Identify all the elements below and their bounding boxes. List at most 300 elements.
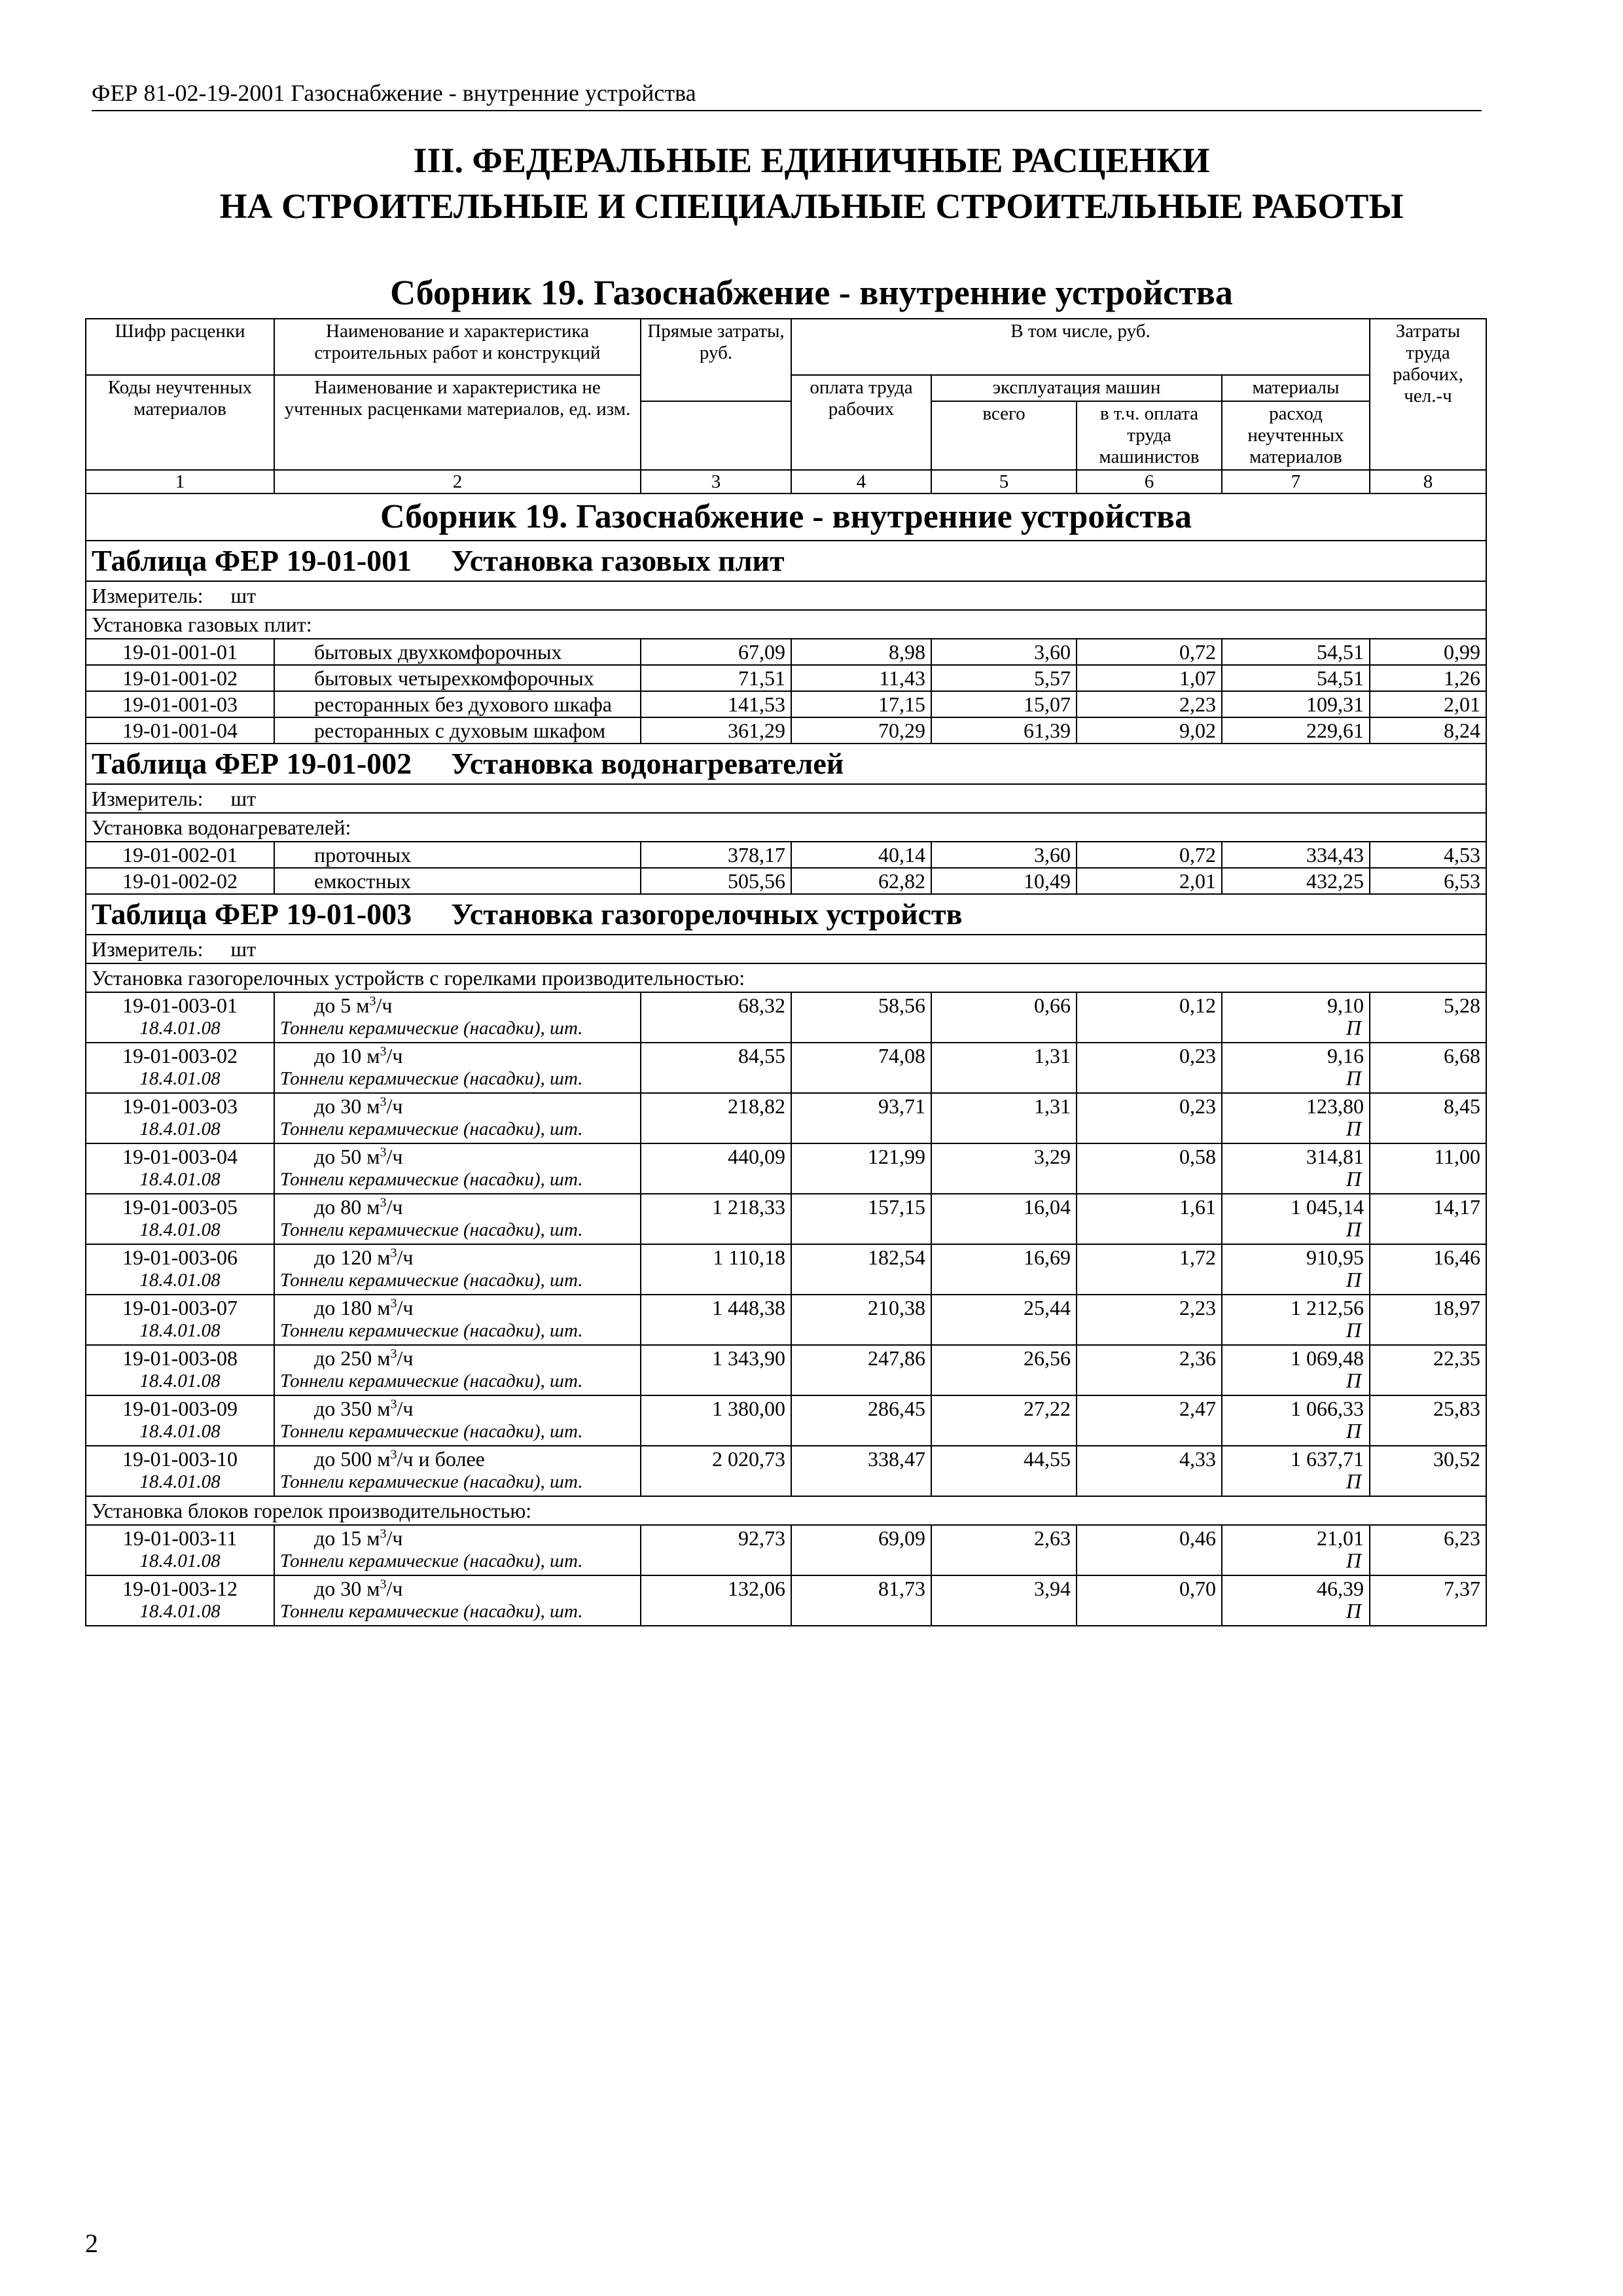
table-row bbox=[86, 665, 1486, 691]
p-mark: П bbox=[1346, 1318, 1361, 1342]
machines-value: 3,60 bbox=[1034, 640, 1071, 664]
rate-name-cell bbox=[274, 665, 641, 691]
rates-table bbox=[85, 318, 1487, 1626]
table-row bbox=[86, 1345, 1486, 1395]
material-name: Тоннели керамические (насадки), шт. bbox=[280, 1601, 583, 1622]
table-row bbox=[86, 1194, 1486, 1244]
value-machines bbox=[931, 1575, 1077, 1626]
rate-code-cell bbox=[86, 1043, 274, 1093]
labor-value: 7,37 bbox=[1444, 1577, 1480, 1600]
group-row bbox=[86, 1496, 1486, 1525]
material-code: 18.4.01.08 bbox=[139, 1421, 221, 1442]
rate-name-cell bbox=[274, 717, 641, 744]
direct-value: 1 343,90 bbox=[712, 1346, 785, 1370]
rate-code: 19-01-001-03 bbox=[122, 692, 238, 716]
main-title bbox=[0, 137, 1623, 229]
table-code: Таблица ФЕР 19-01-001 bbox=[92, 544, 412, 577]
unit-superscript: 3 bbox=[390, 1447, 397, 1462]
rate-name-text: до 120 м bbox=[314, 1246, 391, 1269]
group-row bbox=[86, 813, 1486, 842]
labor-value: 30,52 bbox=[1433, 1447, 1480, 1471]
rate-code-cell bbox=[86, 1575, 274, 1626]
material-name: Тоннели керамические (насадки), шт. bbox=[280, 1018, 583, 1039]
value-machines bbox=[931, 665, 1077, 691]
value-labor bbox=[1370, 868, 1486, 894]
wages-value: 40,14 bbox=[878, 843, 925, 867]
value-wages bbox=[791, 639, 931, 665]
value-direct bbox=[641, 1525, 791, 1575]
value-labor bbox=[1370, 717, 1486, 744]
unit-superscript: 3 bbox=[380, 1145, 387, 1160]
value-materials bbox=[1222, 1446, 1370, 1496]
rate-code-cell bbox=[86, 1345, 274, 1395]
machinists-value: 0,58 bbox=[1179, 1145, 1216, 1168]
rate-name bbox=[314, 1246, 635, 1268]
value-wages bbox=[791, 868, 931, 894]
rate-name-cell bbox=[274, 1194, 641, 1244]
value-wages bbox=[791, 1446, 931, 1496]
value-machinists bbox=[1077, 1295, 1222, 1345]
machines-value: 3,94 bbox=[1034, 1577, 1071, 1600]
labor-value: 22,35 bbox=[1433, 1346, 1480, 1370]
material-code: 18.4.01.08 bbox=[139, 1219, 221, 1240]
rate-name bbox=[314, 844, 635, 866]
rate-name-text: бытовых четырехкомфорочных bbox=[314, 666, 594, 690]
rate-code: 19-01-002-01 bbox=[122, 843, 238, 867]
p-mark: П bbox=[1346, 1369, 1361, 1392]
header-direct-costs-cont bbox=[641, 401, 791, 470]
labor-value: 11,00 bbox=[1434, 1145, 1480, 1168]
value-machinists bbox=[1077, 992, 1222, 1043]
direct-value: 71,51 bbox=[738, 666, 785, 690]
machines-value: 27,22 bbox=[1024, 1397, 1071, 1420]
direct-value: 2 020,73 bbox=[712, 1447, 785, 1471]
unit-superscript: 3 bbox=[390, 1346, 397, 1361]
p-mark: П bbox=[1346, 1419, 1361, 1443]
unit-superscript: 3 bbox=[380, 1577, 387, 1592]
rate-code-cell bbox=[86, 691, 274, 717]
rate-name bbox=[314, 1145, 635, 1168]
rate-name bbox=[314, 1397, 635, 1420]
wages-value: 11,43 bbox=[879, 666, 925, 690]
measure-label: Измеритель: bbox=[92, 937, 204, 961]
machinists-value: 0,23 bbox=[1179, 1044, 1216, 1067]
material-name: Тоннели керамические (насадки), шт. bbox=[280, 1551, 583, 1571]
rate-name-text: до 5 м bbox=[314, 994, 370, 1017]
rate-name bbox=[314, 1095, 635, 1117]
unit-superscript: 3 bbox=[380, 1195, 387, 1210]
rate-code: 19-01-001-02 bbox=[122, 666, 238, 690]
column-number: 1 bbox=[86, 470, 274, 493]
wages-value: 182,54 bbox=[868, 1246, 925, 1269]
value-wages bbox=[791, 691, 931, 717]
table-row bbox=[86, 868, 1486, 894]
rate-name-cell bbox=[274, 1043, 641, 1093]
value-wages bbox=[791, 1194, 931, 1244]
rate-name bbox=[314, 719, 635, 742]
value-direct bbox=[641, 639, 791, 665]
header-work-name: Наименование и характеристика строительных работ и конструкций bbox=[274, 319, 641, 375]
value-wages bbox=[791, 1525, 931, 1575]
value-machinists bbox=[1077, 1395, 1222, 1446]
table-title: Установка газовых плит bbox=[451, 544, 785, 577]
unit-superscript: 3 bbox=[390, 1397, 397, 1412]
p-mark: П bbox=[1346, 1167, 1361, 1191]
table-row bbox=[86, 1043, 1486, 1093]
wages-value: 74,08 bbox=[878, 1044, 925, 1067]
rate-name-cell bbox=[274, 691, 641, 717]
unit-superscript: 3 bbox=[380, 1044, 387, 1059]
value-machinists bbox=[1077, 691, 1222, 717]
materials-value: 314,81 bbox=[1306, 1145, 1364, 1168]
wages-value: 81,73 bbox=[878, 1577, 925, 1600]
direct-value: 84,55 bbox=[738, 1044, 785, 1067]
rate-name-suffix: /ч bbox=[397, 1346, 414, 1370]
machinists-value: 1,72 bbox=[1179, 1246, 1216, 1269]
value-direct bbox=[641, 691, 791, 717]
value-machines bbox=[931, 868, 1077, 894]
rate-name bbox=[314, 1527, 635, 1549]
measure-unit: шт bbox=[230, 787, 257, 810]
value-machinists bbox=[1077, 1194, 1222, 1244]
labor-value: 14,17 bbox=[1433, 1195, 1480, 1219]
rate-code: 19-01-003-11 bbox=[122, 1526, 238, 1550]
materials-value: 9,10 bbox=[1327, 994, 1364, 1017]
direct-value: 141,53 bbox=[728, 692, 785, 716]
table-code: Таблица ФЕР 19-01-003 bbox=[92, 897, 412, 931]
direct-value: 378,17 bbox=[728, 843, 785, 867]
wages-value: 70,29 bbox=[878, 719, 925, 742]
rate-code-cell bbox=[86, 842, 274, 868]
labor-value: 0,99 bbox=[1444, 640, 1480, 664]
rate-code-cell bbox=[86, 992, 274, 1043]
machines-value: 16,69 bbox=[1024, 1246, 1071, 1269]
rate-code: 19-01-003-06 bbox=[122, 1246, 238, 1269]
machines-value: 44,55 bbox=[1024, 1447, 1071, 1471]
materials-value: 46,39 bbox=[1317, 1577, 1364, 1600]
p-mark: П bbox=[1346, 1016, 1361, 1039]
machines-value: 0,66 bbox=[1034, 994, 1071, 1017]
rate-name bbox=[314, 1577, 635, 1600]
machines-value: 16,04 bbox=[1024, 1195, 1071, 1219]
rate-name-text: до 10 м bbox=[314, 1044, 380, 1067]
rate-code: 19-01-003-09 bbox=[122, 1397, 238, 1420]
wages-value: 121,99 bbox=[868, 1145, 925, 1168]
value-labor bbox=[1370, 1244, 1486, 1295]
rate-name bbox=[314, 1297, 635, 1319]
value-machinists bbox=[1077, 1093, 1222, 1143]
value-labor bbox=[1370, 1345, 1486, 1395]
material-code: 18.4.01.08 bbox=[139, 1601, 221, 1622]
labor-value: 6,68 bbox=[1444, 1044, 1480, 1067]
value-direct bbox=[641, 1093, 791, 1143]
wages-value: 17,15 bbox=[878, 692, 925, 716]
material-name: Тоннели керамические (насадки), шт. bbox=[280, 1119, 583, 1139]
direct-value: 505,56 bbox=[728, 869, 785, 893]
wages-value: 247,86 bbox=[868, 1346, 925, 1370]
rate-name-text: до 30 м bbox=[314, 1577, 380, 1600]
measure-row bbox=[86, 935, 1486, 963]
material-code: 18.4.01.08 bbox=[139, 1371, 221, 1391]
labor-value: 6,53 bbox=[1444, 869, 1480, 893]
rate-code-cell bbox=[86, 1093, 274, 1143]
column-number: 7 bbox=[1222, 470, 1370, 493]
machinists-value: 2,23 bbox=[1179, 1296, 1216, 1319]
value-labor bbox=[1370, 1395, 1486, 1446]
header-machines: эксплуатация машин bbox=[931, 375, 1222, 401]
value-machinists bbox=[1077, 1143, 1222, 1194]
rate-name-text: до 350 м bbox=[314, 1397, 391, 1420]
value-materials bbox=[1222, 1345, 1370, 1395]
value-direct bbox=[641, 992, 791, 1043]
header-material-codes: Коды неучтенных материалов bbox=[86, 375, 274, 470]
materials-value: 432,25 bbox=[1306, 869, 1364, 893]
value-materials bbox=[1222, 1244, 1370, 1295]
value-materials bbox=[1222, 1194, 1370, 1244]
rate-name-suffix: /ч bbox=[397, 1246, 414, 1269]
table-row bbox=[86, 1295, 1486, 1345]
value-machines bbox=[931, 1525, 1077, 1575]
direct-value: 218,82 bbox=[728, 1094, 785, 1118]
machinists-value: 0,46 bbox=[1179, 1526, 1216, 1550]
p-mark: П bbox=[1346, 1066, 1361, 1090]
machinists-value: 2,23 bbox=[1179, 692, 1216, 716]
header-material-name: Наименование и характеристика не учтенных расценками материалов, ед. изм. bbox=[274, 375, 641, 470]
rate-name-suffix: /ч bbox=[386, 1577, 403, 1600]
value-wages bbox=[791, 992, 931, 1043]
running-head: ФЕР 81-02-19-2001 Газоснабжение - внутренние устройства bbox=[92, 77, 1482, 111]
main-title-line-1: III. ФЕДЕРАЛЬНЫЕ ЕДИНИЧНЫЕ РАСЦЕНКИ bbox=[413, 141, 1210, 180]
rate-code-cell bbox=[86, 665, 274, 691]
machines-value: 1,31 bbox=[1034, 1044, 1071, 1067]
wages-value: 338,47 bbox=[868, 1447, 925, 1471]
direct-value: 92,73 bbox=[738, 1526, 785, 1550]
column-number: 2 bbox=[274, 470, 641, 493]
measure-cell bbox=[86, 935, 1486, 963]
header-row-1 bbox=[86, 319, 1486, 375]
machinists-value: 0,12 bbox=[1179, 994, 1216, 1017]
rate-name-text: емкостных bbox=[314, 869, 411, 893]
value-machines bbox=[931, 1345, 1077, 1395]
rate-name-text: бытовых двухкомфорочных bbox=[314, 640, 562, 664]
rate-code: 19-01-003-02 bbox=[122, 1044, 238, 1067]
table-row bbox=[86, 992, 1486, 1043]
section-title-row bbox=[86, 493, 1486, 541]
materials-value: 1 637,71 bbox=[1291, 1447, 1364, 1471]
value-materials bbox=[1222, 1575, 1370, 1626]
value-machinists bbox=[1077, 1525, 1222, 1575]
header-machines-total: всего bbox=[931, 401, 1077, 470]
rate-name bbox=[314, 1347, 635, 1369]
value-labor bbox=[1370, 665, 1486, 691]
material-code: 18.4.01.08 bbox=[139, 1320, 221, 1341]
value-materials bbox=[1222, 1295, 1370, 1345]
value-machinists bbox=[1077, 717, 1222, 744]
materials-value: 54,51 bbox=[1317, 666, 1364, 690]
column-number: 8 bbox=[1370, 470, 1486, 493]
unit-superscript: 3 bbox=[369, 994, 376, 1009]
rate-name bbox=[314, 1045, 635, 1067]
value-labor bbox=[1370, 842, 1486, 868]
table-title-cell bbox=[86, 744, 1486, 784]
labor-value: 8,45 bbox=[1444, 1094, 1480, 1118]
value-direct bbox=[641, 1395, 791, 1446]
page-number: 2 bbox=[85, 2229, 98, 2258]
value-labor bbox=[1370, 639, 1486, 665]
material-code: 18.4.01.08 bbox=[139, 1119, 221, 1139]
machinists-value: 2,47 bbox=[1179, 1397, 1216, 1420]
table-row bbox=[86, 1093, 1486, 1143]
wages-value: 286,45 bbox=[868, 1397, 925, 1420]
table-row bbox=[86, 1446, 1486, 1496]
rate-name bbox=[314, 641, 635, 663]
rate-name-cell bbox=[274, 1575, 641, 1626]
labor-value: 18,97 bbox=[1433, 1296, 1480, 1319]
materials-value: 1 045,14 bbox=[1291, 1195, 1364, 1219]
rate-name-suffix: /ч bbox=[376, 994, 393, 1017]
materials-value: 910,95 bbox=[1306, 1246, 1364, 1269]
direct-value: 1 110,18 bbox=[713, 1246, 785, 1269]
wages-value: 69,09 bbox=[878, 1526, 925, 1550]
value-machinists bbox=[1077, 1575, 1222, 1626]
table-row bbox=[86, 639, 1486, 665]
value-wages bbox=[791, 842, 931, 868]
collection-title: Сборник 19. Газоснабжение - внутренние устройства bbox=[390, 273, 1233, 312]
rate-name-suffix: /ч bbox=[397, 1296, 414, 1319]
table-title: Установка водонагревателей bbox=[451, 747, 844, 780]
labor-value: 4,53 bbox=[1444, 843, 1480, 867]
rates-table-body bbox=[86, 319, 1486, 1626]
p-mark: П bbox=[1346, 1469, 1361, 1493]
rate-name-suffix: /ч bbox=[386, 1526, 403, 1550]
direct-value: 1 380,00 bbox=[712, 1397, 785, 1420]
value-labor bbox=[1370, 1525, 1486, 1575]
value-machines bbox=[931, 1194, 1077, 1244]
rate-name-cell bbox=[274, 1395, 641, 1446]
direct-value: 361,29 bbox=[728, 719, 785, 742]
value-machines bbox=[931, 1093, 1077, 1143]
table-row bbox=[86, 1575, 1486, 1626]
labor-value: 16,46 bbox=[1433, 1246, 1480, 1269]
table-title-row bbox=[86, 541, 1486, 581]
header-code: Шифр расценки bbox=[86, 319, 274, 375]
rate-name-cell bbox=[274, 868, 641, 894]
value-direct bbox=[641, 1194, 791, 1244]
rate-name-cell bbox=[274, 1345, 641, 1395]
value-machines bbox=[931, 1043, 1077, 1093]
wages-value: 210,38 bbox=[868, 1296, 925, 1319]
rate-name-cell bbox=[274, 1525, 641, 1575]
material-code: 18.4.01.08 bbox=[139, 1551, 221, 1571]
material-name: Тоннели керамические (насадки), шт. bbox=[280, 1068, 583, 1089]
rate-code-cell bbox=[86, 1525, 274, 1575]
value-direct bbox=[641, 1244, 791, 1295]
unit-superscript: 3 bbox=[380, 1526, 387, 1541]
material-name: Тоннели керамические (насадки), шт. bbox=[280, 1320, 583, 1341]
wages-value: 157,15 bbox=[868, 1195, 925, 1219]
table-title-row bbox=[86, 744, 1486, 784]
rate-name-suffix: /ч bbox=[386, 1195, 403, 1219]
labor-value: 1,26 bbox=[1444, 666, 1480, 690]
value-direct bbox=[641, 1295, 791, 1345]
value-machines bbox=[931, 1395, 1077, 1446]
table-title: Установка газогорелочных устройств bbox=[451, 897, 963, 931]
value-machinists bbox=[1077, 1345, 1222, 1395]
value-labor bbox=[1370, 992, 1486, 1043]
machinists-value: 2,36 bbox=[1179, 1346, 1216, 1370]
table-code: Таблица ФЕР 19-01-002 bbox=[92, 747, 412, 780]
material-name: Тоннели керамические (насадки), шт. bbox=[280, 1371, 583, 1391]
header-materials: материалы bbox=[1222, 375, 1370, 401]
unit-superscript: 3 bbox=[380, 1094, 387, 1109]
value-machines bbox=[931, 1446, 1077, 1496]
value-labor bbox=[1370, 1194, 1486, 1244]
table-row bbox=[86, 1525, 1486, 1575]
header-machinists-wages: в т.ч. оплата труда машинистов bbox=[1077, 401, 1222, 470]
rate-name bbox=[314, 994, 635, 1016]
direct-value: 1 218,33 bbox=[712, 1195, 785, 1219]
rate-name-text: до 50 м bbox=[314, 1145, 380, 1168]
value-machines bbox=[931, 1143, 1077, 1194]
rate-name-text: до 80 м bbox=[314, 1195, 380, 1219]
rate-name-text: ресторанных с духовым шкафом bbox=[314, 719, 606, 742]
material-name: Тоннели керамические (насадки), шт. bbox=[280, 1421, 583, 1442]
table-title-cell bbox=[86, 541, 1486, 581]
value-direct bbox=[641, 1446, 791, 1496]
value-machines bbox=[931, 1295, 1077, 1345]
table-title-cell bbox=[86, 894, 1486, 935]
material-name: Тоннели керамические (насадки), шт. bbox=[280, 1169, 583, 1190]
rate-name bbox=[314, 667, 635, 689]
table-title-row bbox=[86, 894, 1486, 935]
machines-value: 5,57 bbox=[1034, 666, 1071, 690]
header-wages: оплата труда рабочих bbox=[791, 375, 931, 470]
value-wages bbox=[791, 1043, 931, 1093]
rate-code: 19-01-003-10 bbox=[122, 1447, 238, 1471]
group-label: Установка газогорелочных устройств с горелками производительностью: bbox=[86, 963, 1486, 992]
materials-value: 21,01 bbox=[1317, 1526, 1364, 1550]
rate-code-cell bbox=[86, 1446, 274, 1496]
materials-value: 1 069,48 bbox=[1291, 1346, 1364, 1370]
machinists-value: 0,72 bbox=[1179, 843, 1216, 867]
rate-code-cell bbox=[86, 717, 274, 744]
rate-name bbox=[314, 1448, 635, 1470]
column-number: 6 bbox=[1077, 470, 1222, 493]
value-wages bbox=[791, 1295, 931, 1345]
materials-value: 1 212,56 bbox=[1291, 1296, 1364, 1319]
machines-value: 1,31 bbox=[1034, 1094, 1071, 1118]
material-code: 18.4.01.08 bbox=[139, 1018, 221, 1039]
machines-value: 25,44 bbox=[1024, 1296, 1071, 1319]
machinists-value: 0,23 bbox=[1179, 1094, 1216, 1118]
value-labor bbox=[1370, 1093, 1486, 1143]
group-label: Установка газовых плит: bbox=[86, 610, 1486, 639]
p-mark: П bbox=[1346, 1549, 1361, 1572]
value-wages bbox=[791, 1143, 931, 1194]
rate-name-cell bbox=[274, 1446, 641, 1496]
value-wages bbox=[791, 717, 931, 744]
value-machines bbox=[931, 842, 1077, 868]
value-materials bbox=[1222, 691, 1370, 717]
value-materials bbox=[1222, 992, 1370, 1043]
rate-code: 19-01-003-12 bbox=[122, 1577, 238, 1600]
rate-name-text: до 500 м bbox=[314, 1447, 391, 1471]
value-labor bbox=[1370, 1043, 1486, 1093]
measure-cell bbox=[86, 784, 1486, 813]
direct-value: 68,32 bbox=[738, 994, 785, 1017]
value-materials bbox=[1222, 1395, 1370, 1446]
header-including: В том числе, руб. bbox=[791, 319, 1370, 375]
